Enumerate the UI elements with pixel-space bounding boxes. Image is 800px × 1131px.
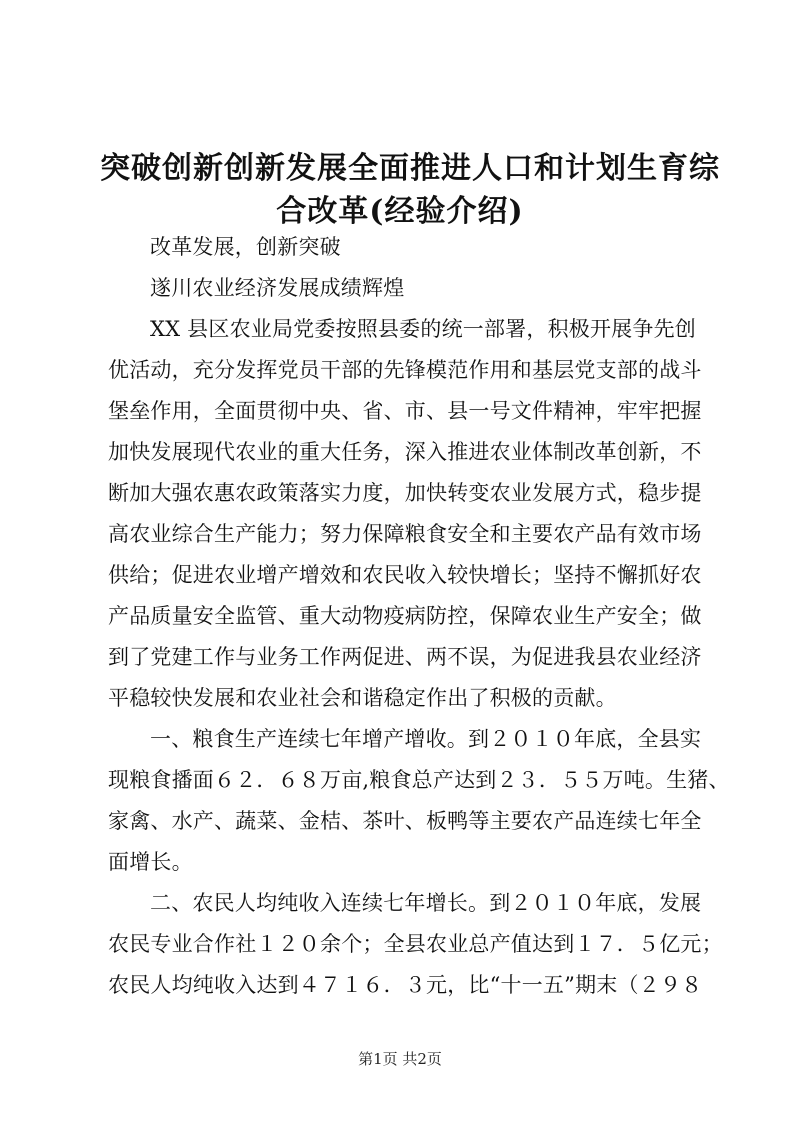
paragraph-line: 面增长。	[108, 850, 193, 874]
paragraph-line: 供给；促进农业增产增效和农民收入较快增长；坚持不懈抓好农	[108, 563, 702, 587]
document-title-line-1: 突破创新创新发展全面推进人口和计划生育综	[100, 151, 720, 186]
paragraph-line: 加快发展现代农业的重大任务，深入推进农业体制改革创新，不	[108, 440, 702, 464]
document-title-line-2: 合改革(经验介绍)	[276, 194, 524, 229]
paragraph-line: 家禽、水产、蔬菜、金桔、茶叶、板鸭等主要农产品连续七年全	[108, 809, 702, 833]
paragraph-line: 产品质量安全监管、重大动物疫病防控，保障农业生产安全；做	[108, 604, 702, 628]
subtitle-line: 改革发展，创新突破	[150, 235, 341, 259]
paragraph-line: 平稳较快发展和农业社会和谐稳定作出了积极的贡献。	[108, 686, 617, 710]
paragraph-line: 农民人均纯收入达到４７１６．３元，比“十一五”期末（２９８	[108, 973, 703, 997]
paragraph-line: 优活动，充分发挥党员干部的先锋模范作用和基层党支部的战斗	[108, 358, 702, 382]
paragraph-line: 农民专业合作社１２０余个；全县农业总产值达到１７．５亿元；	[108, 932, 723, 956]
paragraph-line: XX 县区农业局党委按照县委的统一部署，积极开展争先创	[150, 317, 696, 341]
page-number-footer: 第1页 共2页	[358, 1050, 442, 1068]
paragraph-line: 一、粮食生产连续七年增产增收。到２０１０年底，全县实	[150, 727, 702, 751]
paragraph-line: 二、农民人均纯收入连续七年增长。到２０１０年底，发展	[150, 891, 702, 915]
paragraph-line: 现粮食播面６２．６８万亩,粮食总产达到２３．５５万吨。生猪、	[108, 768, 730, 792]
paragraph-line: 到了党建工作与业务工作两促进、两不误，为促进我县农业经济	[108, 645, 702, 669]
subtitle-line: 遂川农业经济发展成绩辉煌	[150, 276, 405, 300]
paragraph-line: 堡垒作用，全面贯彻中央、省、市、县一号文件精神，牢牢把握	[108, 399, 702, 423]
paragraph-line: 断加大强农惠农政策落实力度，加快转变农业发展方式，稳步提	[108, 481, 702, 505]
paragraph-line: 高农业综合生产能力；努力保障粮食安全和主要农产品有效市场	[108, 522, 702, 546]
